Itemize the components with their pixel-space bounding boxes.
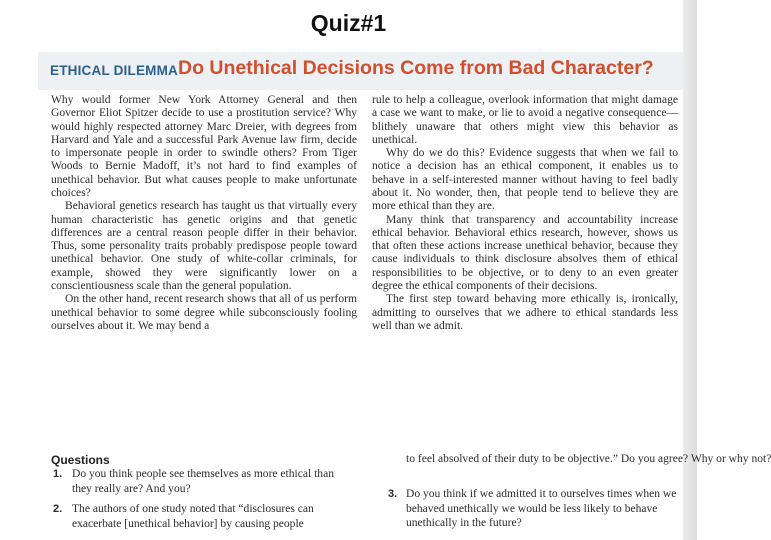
article-column-right [372, 94, 678, 333]
question-item [53, 502, 363, 531]
question-item [388, 487, 688, 531]
question-number: 2. [53, 503, 63, 515]
question-text-continuation: to feel absolved of their duty to be objective.” Do you agree? Why or why not? [406, 453, 771, 465]
question-text: Do you think people see themselves as more ethical than they really are? And you? [72, 468, 334, 495]
paragraph: Why do we do this? Evidence suggests that when we fail to notice a decision has an ethical component, it enables us to behave in a self-interested manner without having to feel badly about it. No wonder, then, that people tend to believe they are more ethical than they are. [372, 147, 678, 213]
page-title: Quiz#1 [310, 10, 387, 36]
question-number: 3. [388, 488, 398, 500]
paragraph: Why would former New York Attorney General and then Governor Eliot Spitzer decide to use a prostitution service? Why would highly respected attorney Marc Dreier, with degrees from Harvard and Yale and a successful Park Avenue law firm, decide to impersonate people in order to swindle others? From Tiger Woods to Bernie Madoff, it’s not hard to find examples of unethical behavior. But what causes people to make unfortunate choices? [51, 94, 357, 199]
paragraph: Behavioral genetics research has taught us that virtually every human characteristic has genetic origins and that genetic differences are a central reason people differ in their behavior. Thus, some personality traits probably predispose people toward unethical behavior. One study of white-collar criminals, for example, showed they were significantly lower on a conscientiousness scale than the general population. [51, 200, 357, 292]
questions-heading: Questions [51, 453, 110, 467]
question-number: 1. [53, 468, 63, 480]
paragraph: Many think that transparency and accountability increase ethical behavior. Behavioral ethics research, however, shows us that often these actions increase unethical behavior, because they cause individuals to think disclosure absolves them of ethical responsibilities to be objective, or to deny to an even greater degree the ethical components of their decisions. [372, 213, 678, 292]
feature-kicker: ETHICAL DILEMMA [50, 63, 178, 78]
paragraph: The first step toward behaving more ethically is, ironically, admitting to ourselves that we adhere to ethical standards less well than we admit. [372, 293, 678, 332]
question-item [53, 467, 353, 496]
question-text: The authors of one study noted that “disclosures can exacerbate [unethical behavior] by causing people [72, 503, 314, 530]
article-column-left [51, 94, 357, 333]
paragraph: On the other hand, recent research shows that all of us perform unethical behavior to some degree while subconsciously fooling ourselves about it. We may bend a [51, 293, 357, 332]
question-text: Do you think if we admitted it to ourselves times when we behaved unethically we would be less likely to behave unethically in the future? [406, 488, 677, 529]
feature-headline: Do Unethical Decisions Come from Bad Character? [178, 57, 654, 79]
paragraph: rule to help a colleague, overlook information that might damage a case we want to make, or lie to avoid a negative consequence—blithely unaware that others might view this behavior as unethical. [372, 94, 678, 146]
